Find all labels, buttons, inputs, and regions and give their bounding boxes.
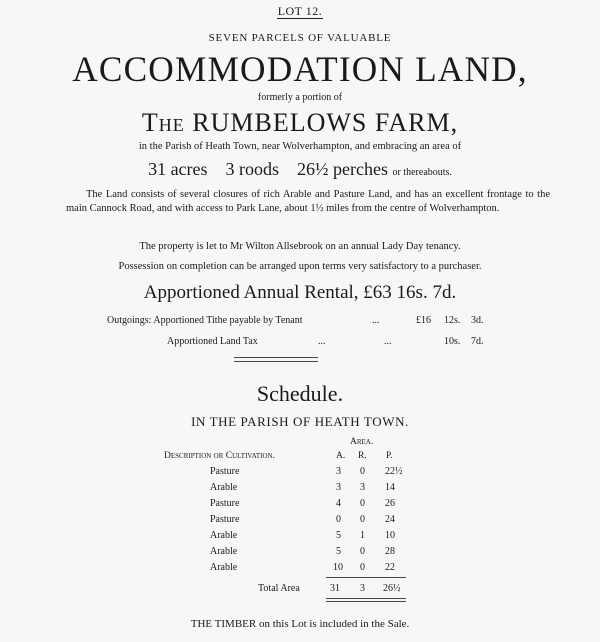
- outgoing-landtax-shillings: 10s.: [444, 336, 461, 347]
- tenancy-paragraph: The property is let to Mr Wilton Allsebrook on an annual Lady Day tenancy.: [139, 241, 461, 252]
- outgoing-tithe-label: Outgoings: Apportioned Tithe payable by Tenant: [107, 315, 303, 326]
- row-perches: 10: [385, 530, 395, 541]
- row-perches: 26: [385, 498, 395, 509]
- total-label: Total Area: [258, 583, 300, 594]
- row-roods: 0: [360, 562, 365, 573]
- row-roods: 3: [360, 482, 365, 493]
- parish-line: in the Parish of Heath Town, near Wolverhampton, and embracing an area of: [138, 141, 462, 152]
- col-roods-header: R.: [358, 451, 367, 461]
- row-desc: Arable: [210, 546, 238, 557]
- farm-name: RUMBELOWS FARM,: [192, 108, 459, 137]
- total-rule-top: [326, 577, 406, 578]
- farm-the: The: [141, 108, 185, 137]
- outgoing-landtax-label: Apportioned Land Tax: [167, 336, 258, 347]
- farm-title: [0, 108, 600, 138]
- row-desc: Pasture: [210, 466, 240, 477]
- row-acres: 5: [336, 530, 341, 541]
- schedule-subtitle: IN THE PARISH OF HEATH TOWN.: [191, 414, 409, 429]
- row-acres: 5: [336, 546, 341, 557]
- row-roods: 0: [360, 546, 365, 557]
- row-acres: 0: [336, 514, 341, 525]
- area-line: [0, 159, 600, 180]
- lot-number: LOT 12.: [277, 4, 323, 18]
- row-perches: 14: [385, 482, 395, 493]
- schedule-title: Schedule.: [256, 381, 344, 406]
- outgoing-landtax-dots2: ...: [384, 336, 392, 347]
- description-paragraph: The Land consists of several closures of rich Arable and Pasture Land, and has an excellent frontage to the main Cannock Road, and with access to Park Lane, about 1½ miles from the centre of Wolverhampton.: [66, 189, 550, 214]
- row-acres: 3: [336, 482, 341, 493]
- row-perches: 28: [385, 546, 395, 557]
- row-perches: 24: [385, 514, 395, 525]
- total-rule-bottom-2: [326, 601, 406, 602]
- col-perches-header: P.: [386, 451, 393, 461]
- area-suffix: or thereabouts.: [392, 167, 452, 178]
- heading-seven-parcels: SEVEN PARCELS OF VALUABLE: [208, 32, 392, 44]
- total-rule-bottom-1: [326, 598, 406, 599]
- row-desc: Arable: [210, 482, 238, 493]
- area-acres: 31 acres: [148, 159, 208, 179]
- total-acres: 31: [330, 583, 340, 594]
- outgoing-tithe-dots: ...: [372, 315, 380, 326]
- divider-rule-bottom: [234, 361, 318, 362]
- row-desc: Arable: [210, 530, 238, 541]
- row-roods: 0: [360, 466, 365, 477]
- rental-line: Apportioned Annual Rental, £63 16s. 7d.: [143, 282, 457, 303]
- outgoing-tithe-pounds: £16: [416, 315, 431, 326]
- area-roods: 3 roods: [225, 159, 280, 179]
- outgoing-landtax-dots: ...: [318, 336, 326, 347]
- area-header: Area.: [350, 437, 374, 447]
- total-perches: 26½: [383, 583, 401, 594]
- row-roods: 0: [360, 498, 365, 509]
- row-desc: Pasture: [210, 498, 240, 509]
- total-roods: 3: [360, 583, 365, 594]
- description-header: Description or Cultivation.: [164, 451, 275, 461]
- row-acres: 3: [336, 466, 341, 477]
- outgoing-tithe-shillings: 12s.: [444, 315, 461, 326]
- area-perches: 26½ perches: [297, 159, 388, 179]
- col-acres-header: A.: [336, 451, 346, 461]
- row-acres: 10: [333, 562, 343, 573]
- formerly-text: formerly a portion of: [257, 92, 343, 103]
- divider-rule-top: [234, 357, 318, 358]
- timber-note: THE TIMBER on this Lot is included in the Sale.: [190, 618, 410, 630]
- row-roods: 0: [360, 514, 365, 525]
- outgoing-landtax-pence: 7d.: [471, 336, 484, 347]
- row-perches: 22½: [385, 466, 403, 477]
- outgoing-tithe-pence: 3d.: [471, 315, 484, 326]
- row-desc: Arable: [210, 562, 238, 573]
- row-acres: 4: [336, 498, 341, 509]
- heading-accommodation-land: ACCOMMODATION LAND,: [72, 49, 528, 89]
- row-perches: 22: [385, 562, 395, 573]
- row-roods: 1: [360, 530, 365, 541]
- row-desc: Pasture: [210, 514, 240, 525]
- possession-paragraph: Possession on completion can be arranged upon terms very satisfactory to a purchaser.: [118, 261, 482, 272]
